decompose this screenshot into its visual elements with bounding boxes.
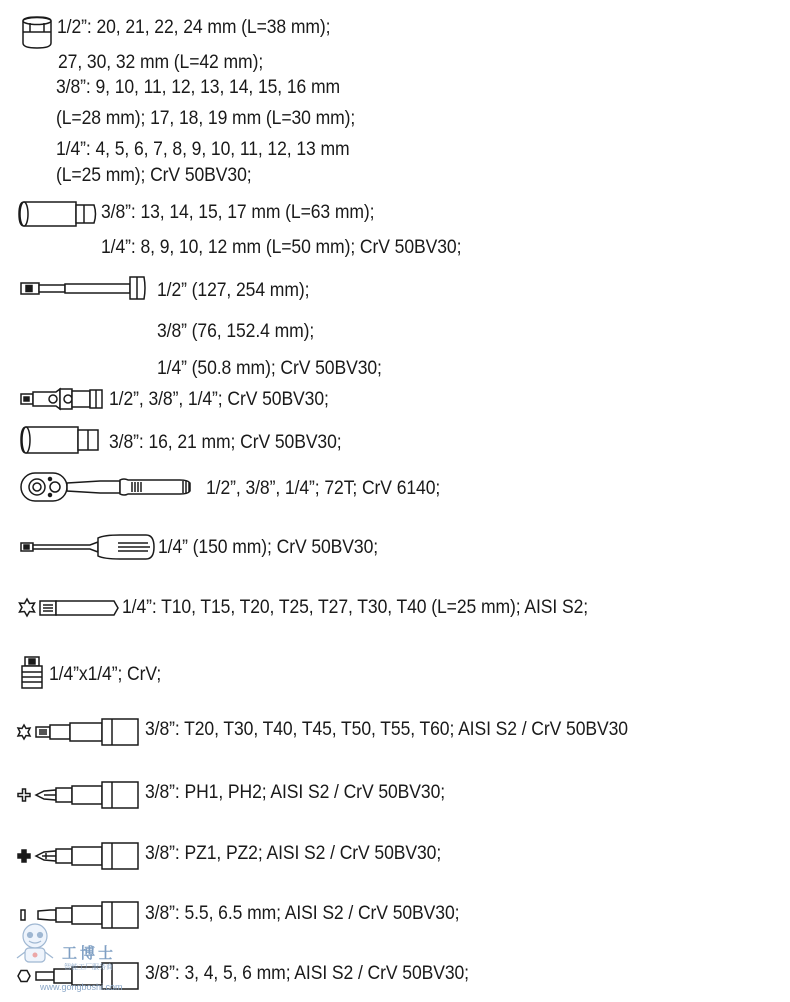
spec-line-socket-quarter-material: (L=25 mm); CrV 50BV30;	[56, 164, 252, 186]
spec-line-phillips-bit-sockets: 3/8”: PH1, PH2; AISI S2 / CrV 50BV30;	[145, 781, 446, 803]
spec-line-spinner-handle: 1/4” (150 mm); CrV 50BV30;	[158, 536, 379, 558]
spec-line-extension-three-eighths: 3/8” (76, 152.4 mm);	[157, 320, 315, 342]
spec-line-extension-quarter: 1/4” (50.8 mm); CrV 50BV30;	[157, 357, 382, 379]
spec-line-spark-plug-socket: 3/8”: 16, 21 mm; CrV 50BV30;	[109, 431, 342, 453]
phillips-bit-socket-icon	[16, 779, 140, 811]
spec-line-ratchet: 1/2”, 3/8”, 1/4”; 72T; CrV 6140;	[206, 477, 441, 499]
spec-line-deep-socket-quarter: 1/4”: 8, 9, 10, 12 mm (L=50 mm); CrV 50BV30;	[101, 236, 462, 258]
extension-bar-icon	[20, 273, 146, 303]
spec-line-deep-socket-three-eighths: 3/8”: 13, 14, 15, 17 mm (L=63 mm);	[101, 201, 375, 223]
deep-socket-icon	[18, 199, 98, 229]
spec-line-socket-three-eighths-long: (L=28 mm); 17, 18, 19 mm (L=30 mm);	[56, 107, 356, 129]
spec-line-universal-joint: 1/2”, 3/8”, 1/4”; CrV 50BV30;	[109, 388, 329, 410]
robot-mascot-icon	[10, 918, 60, 968]
socket-icon	[20, 15, 56, 51]
watermark-title: 工博士	[62, 945, 117, 962]
watermark-url: www.gongboshi.com	[40, 982, 123, 992]
bit-adapter-icon	[21, 656, 43, 690]
spec-line-socket-half-inch: 1/2”: 20, 21, 22, 24 mm (L=38 mm);	[57, 16, 331, 38]
watermark-subtitle: 智能工厂服务商	[64, 964, 113, 971]
spec-line-flat-bit-sockets: 3/8”: 5.5, 6.5 mm; AISI S2 / CrV 50BV30;	[145, 902, 460, 924]
spec-line-socket-quarter: 1/4”: 4, 5, 6, 7, 8, 9, 10, 11, 12, 13 mm	[56, 138, 350, 160]
ratchet-icon	[20, 470, 196, 506]
spec-line-socket-three-eighths: 3/8”: 9, 10, 11, 12, 13, 14, 15, 16 mm	[56, 76, 341, 98]
spinner-handle-icon	[20, 534, 156, 560]
spark-plug-socket-icon	[20, 425, 100, 455]
spec-line-extension-half-inch: 1/2” (127, 254 mm);	[157, 279, 310, 301]
spec-line-torx-bits: 1/4”: T10, T15, T20, T25, T27, T30, T40 (L=25 mm); AISI S2;	[122, 596, 589, 618]
spec-line-pozidriv-bit-sockets: 3/8”: PZ1, PZ2; AISI S2 / CrV 50BV30;	[145, 842, 442, 864]
torx-bit-icon	[18, 597, 120, 619]
spec-line-bit-adapter: 1/4”x1/4”; CrV;	[49, 663, 162, 685]
spec-line-hex-bit-sockets: 3/8”: 3, 4, 5, 6 mm; AISI S2 / CrV 50BV30;	[145, 962, 469, 984]
spec-line-torx-bit-sockets: 3/8”: T20, T30, T40, T45, T50, T55, T60; AISI S2 / CrV 50BV30	[145, 718, 628, 740]
pozidriv-bit-socket-icon	[16, 840, 140, 872]
universal-joint-icon	[20, 385, 104, 413]
spec-line-socket-half-inch-long: 27, 30, 32 mm (L=42 mm);	[58, 51, 264, 73]
torx-bit-socket-icon	[16, 716, 140, 748]
